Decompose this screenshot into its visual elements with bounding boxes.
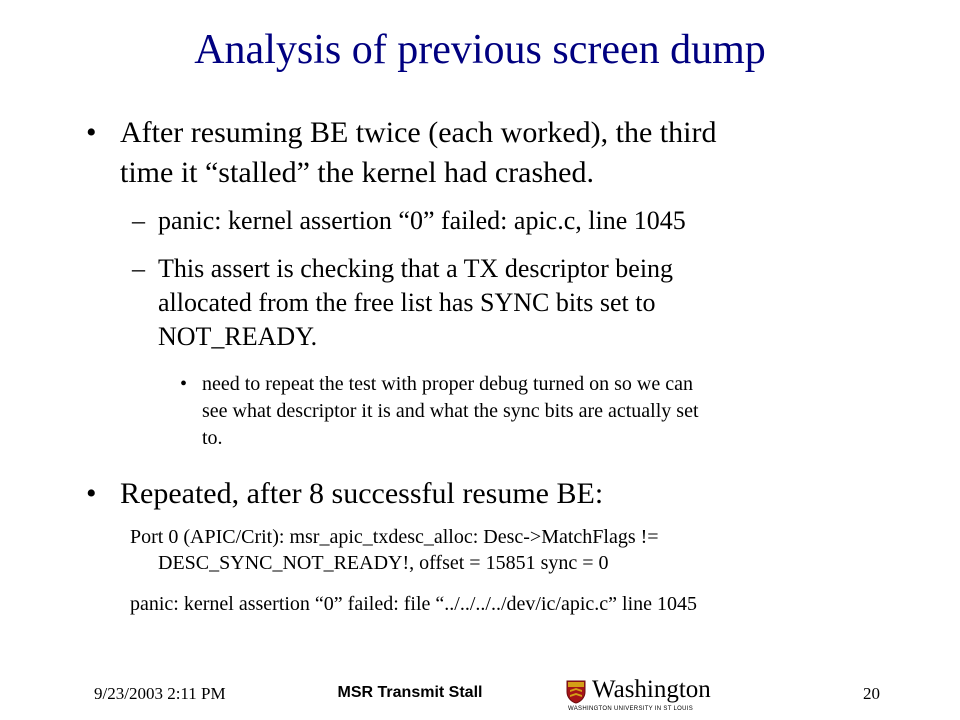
footer-date: 9/23/2003 2:11 PM xyxy=(94,684,226,703)
logo-wordmark: Washington xyxy=(592,676,711,703)
sub-bullet-2-line-1: This assert is checking that a TX descriptor being xyxy=(158,254,674,283)
sub-bullet-1: panic: kernel assertion “0” failed: apic.c, line 1045 xyxy=(158,206,686,235)
sub-sub-bullet-1 xyxy=(202,371,699,452)
footer-title: MSR Transmit Stall xyxy=(337,684,483,701)
page-number: 20 xyxy=(863,684,880,703)
port-message-line-1: Port 0 (APIC/Crit): msr_apic_txdesc_alloc: Desc->MatchFlags != xyxy=(130,526,659,548)
university-logo xyxy=(566,678,726,714)
logo-subtitle: WASHINGTON UNIVERSITY IN ST LOUIS xyxy=(568,706,694,712)
sub-sub-bullet-1-line-2: see what descriptor it is and what the sync bits are actually set xyxy=(202,400,699,422)
bullet-1-text xyxy=(120,113,716,193)
bullet-1-line-1: After resuming BE twice (each worked), the third xyxy=(120,116,717,149)
bullet-marker: • xyxy=(86,116,97,149)
bullet-1-line-2: time it “stalled” the kernel had crashed. xyxy=(120,156,594,189)
sub-sub-bullet-1-line-1: need to repeat the test with proper debug turned on so we can xyxy=(202,373,693,395)
slide-title: Analysis of previous screen dump xyxy=(194,27,766,73)
panic-message-line: panic: kernel assertion “0” failed: file “../../../../dev/ic/apic.c” line 1045 xyxy=(130,593,698,615)
dash-marker: – xyxy=(132,206,145,235)
sub-bullet-2-line-2: allocated from the free list has SYNC bits set to xyxy=(158,288,656,317)
dash-marker: – xyxy=(132,254,145,283)
bullet-marker: • xyxy=(86,477,97,510)
bullet-2-text: Repeated, after 8 successful resume BE: xyxy=(120,477,604,510)
shield-icon xyxy=(566,680,586,704)
sub-sub-bullet-1-line-3: to. xyxy=(202,427,223,449)
port-message-line-2: DESC_SYNC_NOT_READY!, offset = 15851 sync = 0 xyxy=(158,552,609,574)
small-bullet-marker: • xyxy=(180,373,188,395)
sub-bullet-2-line-3: NOT_READY. xyxy=(158,322,318,351)
sub-bullet-2 xyxy=(158,252,673,354)
